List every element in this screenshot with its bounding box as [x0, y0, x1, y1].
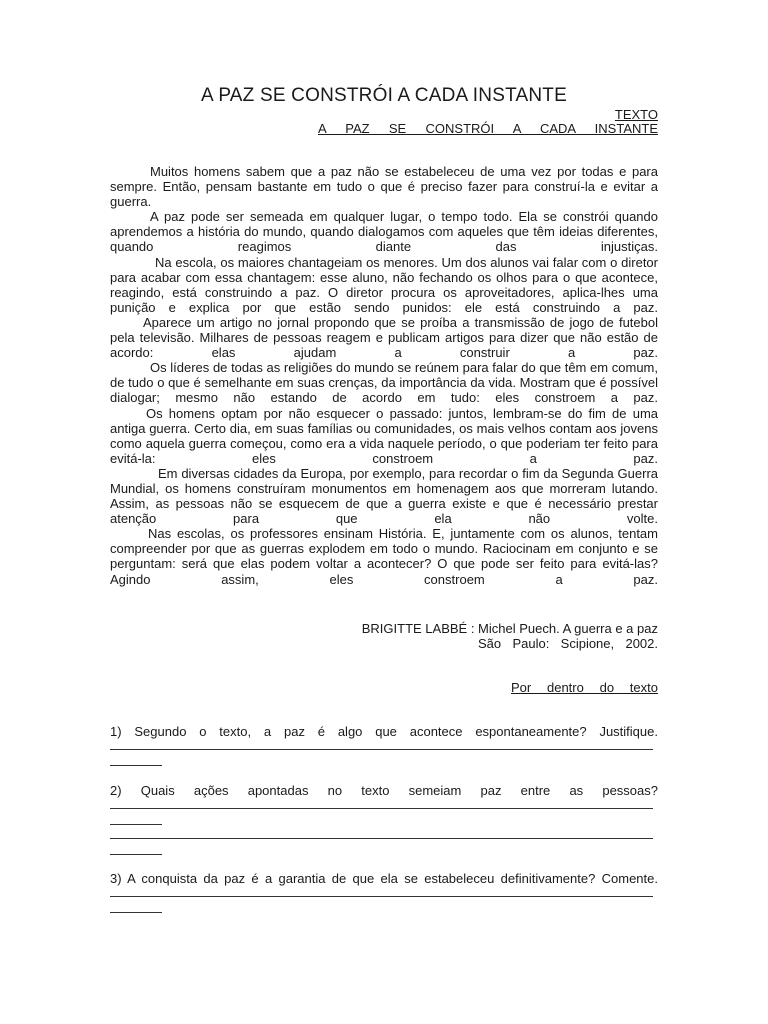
paragraph: Em diversas cidades da Europa, por exemplo, para recordar o fim da Segunda Guerra Mundial, os homens construíram monumentos em homenagem aos que morreram lutando. Assim, as pessoas não se esquecem de que a guerra existe e que é necessário prestar atenção para que ela não volte.	[110, 465, 658, 527]
paragraph: Na escola, os maiores chantageiam os menores. Um dos alunos vai falar com o diretor para acabar com essa chantagem: esse aluno, não fechando os olhos para o que acontece, reagindo, está construindo a paz. O diretor procura os aproveitadores, aplica-lhes uma punição e explica por que estão sendo punidos: ele está construindo a paz.	[110, 254, 658, 315]
question-2: 2) Quais ações apontadas no texto semeiam paz entre as pessoas?	[110, 783, 658, 798]
answer-line[interactable]	[110, 808, 653, 809]
answer-line[interactable]	[110, 896, 653, 897]
question-1: 1) Segundo o texto, a paz é algo que acontece espontaneamente? Justifique.	[110, 724, 658, 739]
main-text	[110, 164, 658, 587]
answer-line[interactable]	[110, 854, 162, 855]
answer-line[interactable]	[110, 838, 653, 839]
document-title: A PAZ SE CONSTRÓI A CADA INSTANTE	[201, 85, 567, 106]
paragraph: A paz pode ser semeada em qualquer lugar, o tempo todo. Ela se constrói quando aprendemos a história do mundo, quando dialogamos com aqueles que têm ideias diferentes, quando reagimos diante das injustiças.	[110, 209, 658, 255]
section-heading: Por dentro do texto	[511, 680, 658, 695]
citation-author: BRIGITTE LABBÉ : Michel Puech. A guerra e a paz	[361, 621, 658, 636]
text-subtitle: A PAZ SE CONSTRÓI A CADA INSTANTE	[318, 121, 658, 136]
paragraph: Aparece um artigo no jornal propondo que se proíba a transmissão de jogo de futebol pela televisão. Milhares de pessoas reagem e publicam artigos para dizer que não estão de acordo: elas ajudam a construir a paz.	[110, 314, 658, 361]
question-3: 3) A conquista da paz é a garantia de que ela se estabeleceu definitivamente? Comente.	[110, 871, 658, 886]
paragraph: Nas escolas, os professores ensinam História. E, juntamente com os alunos, tentam compreender por que as guerras explodem em todo o mundo. Raciocinam em conjunto e se perguntam: será que elas podem voltar a acontecer? O que pode ser feito para evitá-las? Agindo assim, eles constroem a paz.	[110, 526, 658, 587]
citation-publisher: São Paulo: Scipione, 2002.	[478, 636, 658, 651]
paragraph: Os líderes de todas as religiões do mundo se reúnem para falar do que têm em comum, de tudo o que é semelhante em suas crenças, da importância da vida. Mostram que é possível dialogar; mesmo não estando de acordo em tudo: eles constroem a paz.	[110, 360, 658, 406]
paragraph: Muitos homens sabem que a paz não se estabeleceu de uma vez por todas e para sempre. Então, pensam bastante em tudo o que é preciso fazer para construí-la e evitar a guerra.	[110, 164, 658, 210]
paragraph: Os homens optam por não esquecer o passado: juntos, lembram-se do fim de uma antiga guerra. Certo dia, em suas famílias ou comunidades, os mais velhos contam aos jovens como aquela guerra começou, como era a vida naquele período, o que poderiam ter feito para evitá-la: eles constroem a paz.	[110, 405, 658, 466]
text-label: TEXTO	[614, 107, 658, 122]
answer-line[interactable]	[110, 765, 162, 766]
answer-line[interactable]	[110, 824, 162, 825]
answer-line[interactable]	[110, 912, 162, 913]
answer-line[interactable]	[110, 749, 653, 750]
